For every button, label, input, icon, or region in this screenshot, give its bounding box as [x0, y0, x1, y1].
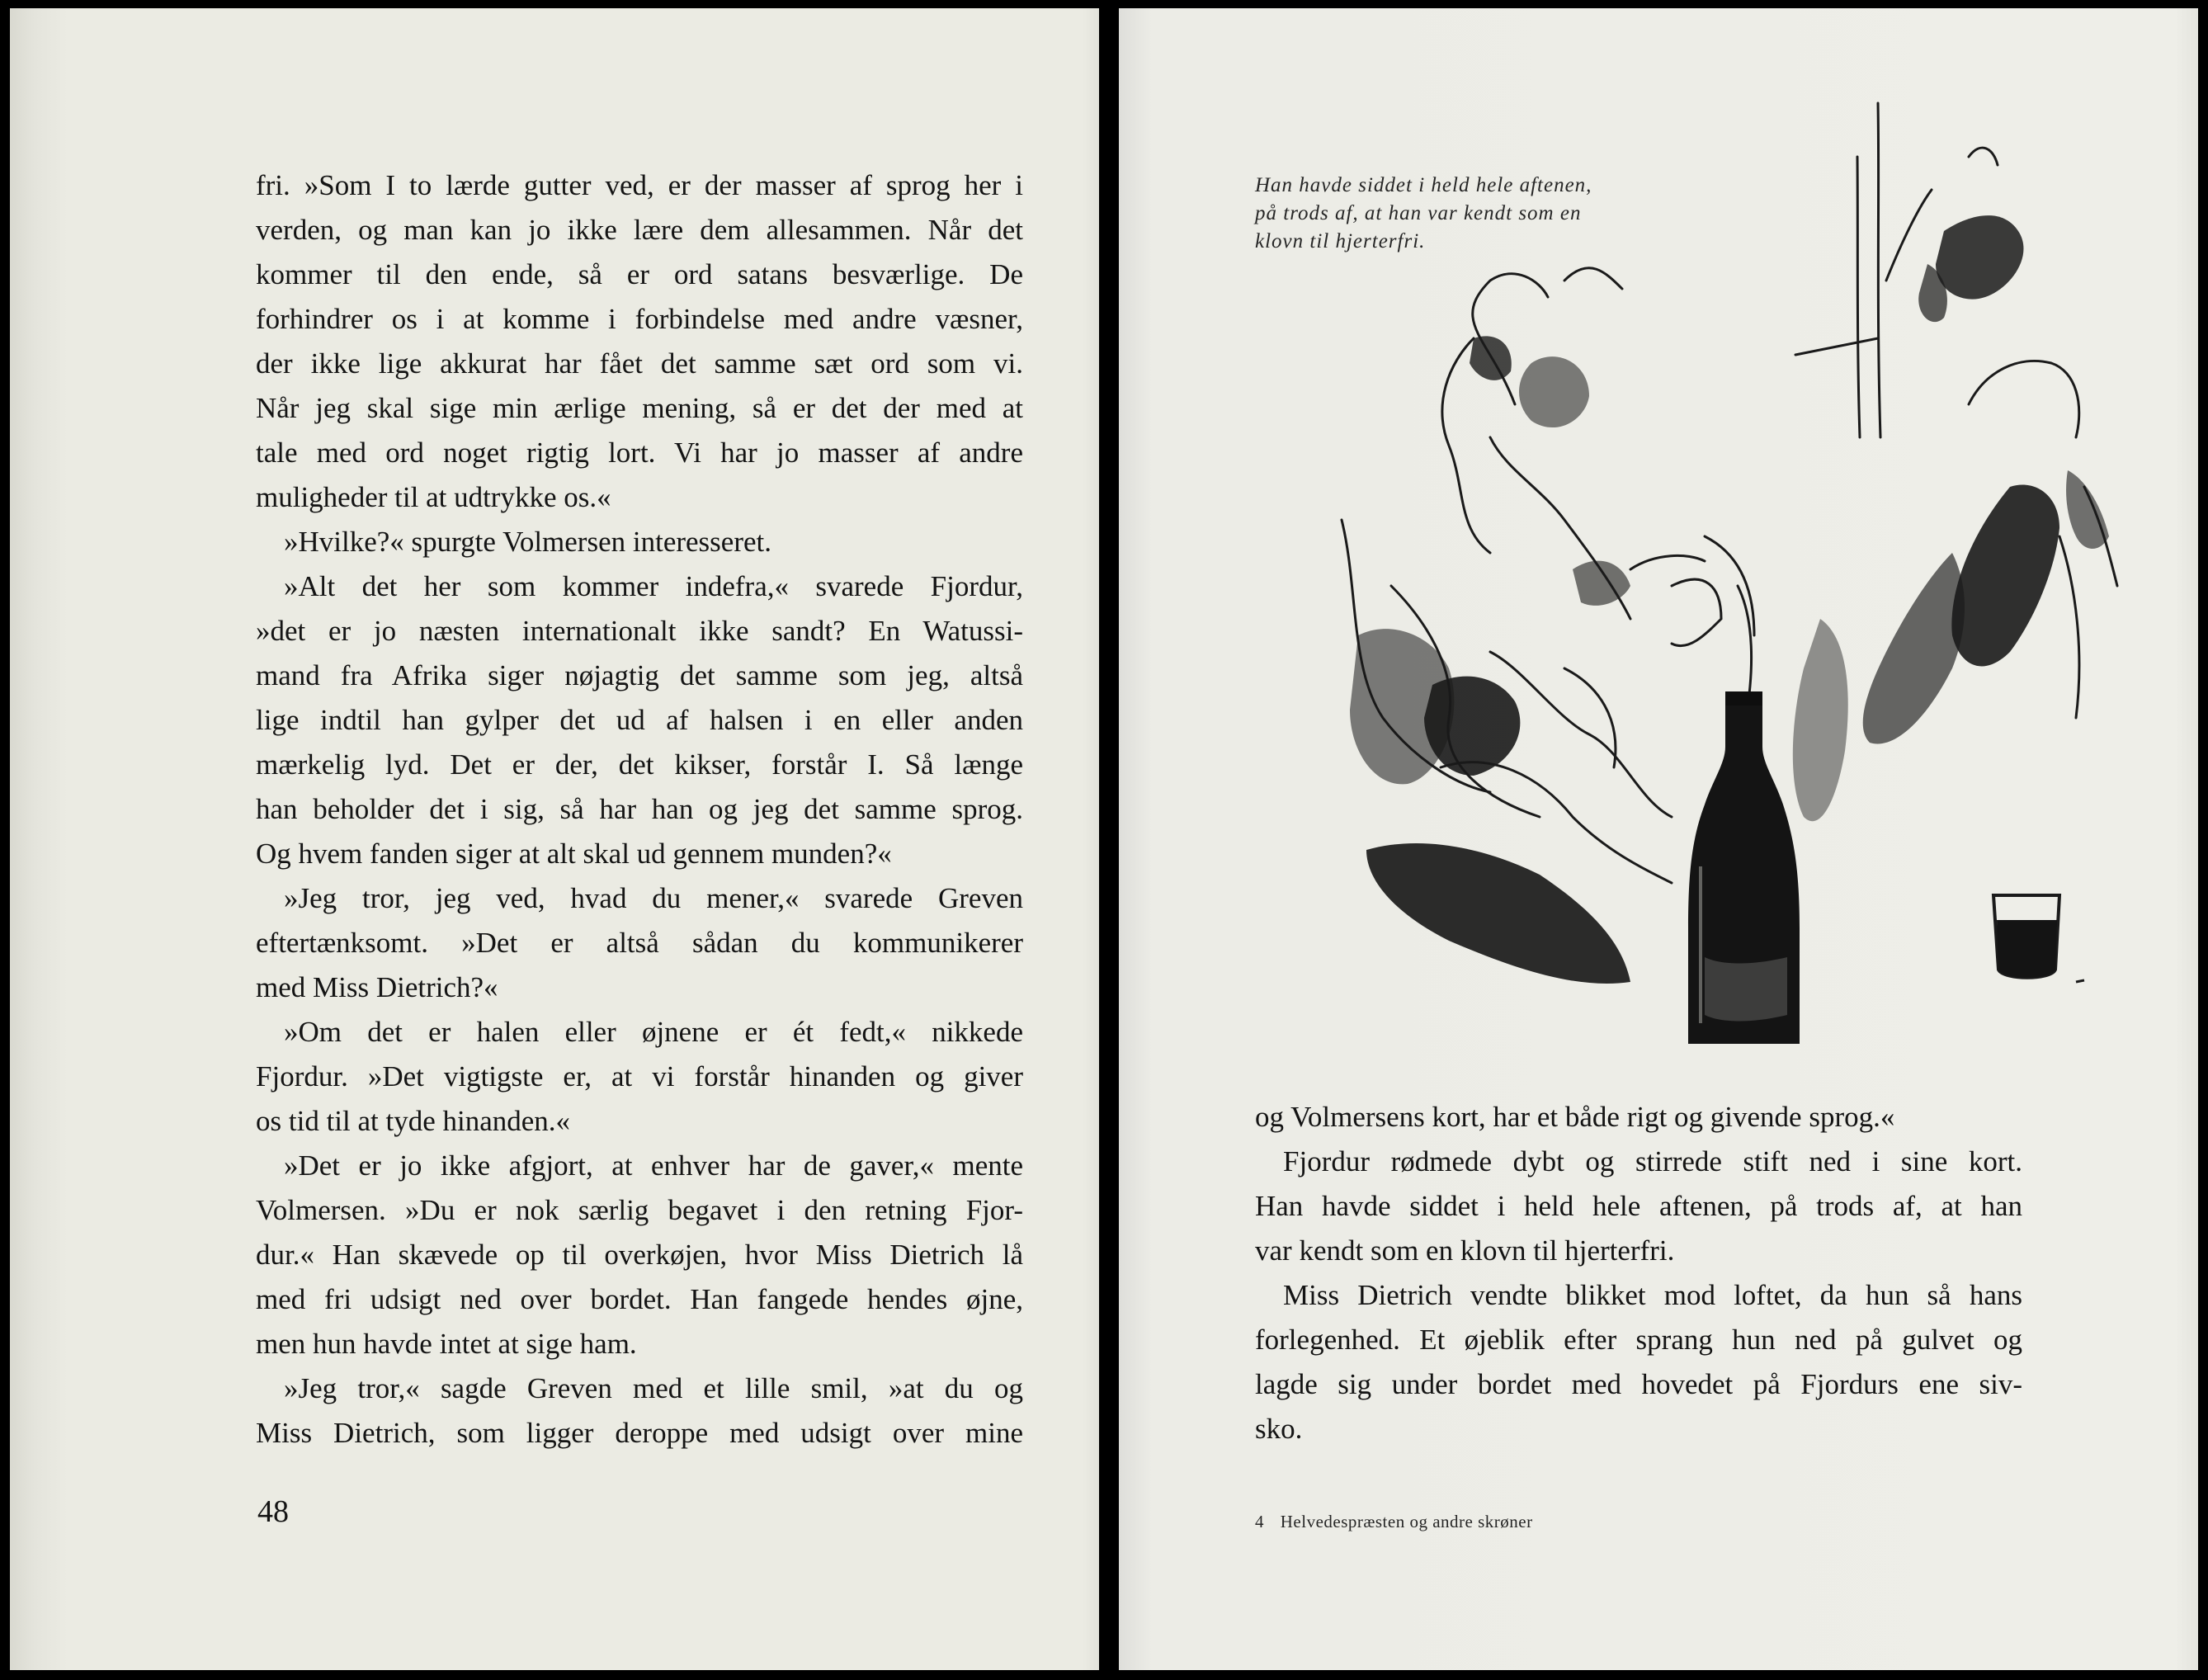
signature-number: 4 [1255, 1512, 1264, 1531]
text-line: eftertænksomt. »Det er altså sådan du kommunikerer [256, 927, 1023, 959]
text-line: Og hvem fanden siger at alt skal ud gennem munden?« [256, 838, 892, 870]
wine-bottle [1688, 691, 1800, 1044]
text-line: »det er jo næsten internationalt ikke sandt? En Watussi- [256, 615, 1023, 647]
text-line: »Om det er halen eller øjnene er ét fedt,« nikkede [284, 1016, 1023, 1048]
ink-illustration [1243, 91, 2125, 1048]
text-line: lige indtil han gylper det ud af halsen i en eller anden [256, 704, 1023, 736]
caption-line: klovn til hjerterfri. [1255, 230, 1426, 252]
text-line: muligheder til at udtrykke os.« [256, 481, 611, 513]
text-line: med fri udsigt ned over bordet. Han fangede hendes øjne, [256, 1283, 1023, 1315]
text-line: kommer til den ende, så er ord satans besværlige. De [256, 258, 1023, 290]
text-line: mand fra Afrika siger nøjagtig det samme som jeg, altså [256, 659, 1023, 691]
text-line: »Jeg tror,« sagde Greven med et lille smil, »at du og [284, 1372, 1023, 1404]
wine-glass [1993, 895, 2084, 982]
text-line: mærkelig lyd. Det er der, det kikser, forstår I. Så længe [256, 748, 1023, 781]
text-line: »Jeg tror, jeg ved, hvad du mener,« svarede Greven [284, 882, 1023, 914]
page-number: 48 [257, 1494, 289, 1529]
right-page [1119, 8, 2198, 1670]
text-line: Volmersen. »Du er nok særlig begavet i den retning Fjor- [256, 1194, 1023, 1226]
text-line: lagde sig under bordet med hovedet på Fjordurs ene siv- [1255, 1368, 2022, 1400]
caption-line: Han havde siddet i held hele aftenen, [1255, 174, 1592, 196]
text-line: verden, og man kan jo ikke lære dem allesammen. Når det [256, 214, 1023, 246]
left-page [10, 8, 1099, 1670]
right-page-text [1255, 1095, 2022, 1451]
text-line: Fjordur rødmede dybt og stirrede stift ned i sine kort. [1283, 1145, 2022, 1177]
text-line: Han havde siddet i held hele aftenen, på trods af, at han [1255, 1190, 2022, 1222]
book-title: Helvedespræsten og andre skrøner [1280, 1512, 1533, 1531]
text-line: der ikke lige akkurat har fået det samme sæt ord som vi. [256, 347, 1023, 380]
text-line: sko. [1255, 1413, 1303, 1445]
caption-line: på trods af, at han var kendt som en [1255, 202, 1582, 224]
text-line: »Hvilke?« spurgte Volmersen interesseret. [284, 526, 771, 558]
text-line: fri. »Som I to lærde gutter ved, er der masser af sprog her i [256, 169, 1023, 201]
text-line: forlegenhed. Et øjeblik efter sprang hun ned på gulvet og [1255, 1324, 2022, 1356]
text-line: tale med ord noget rigtig lort. Vi har jo masser af andre [256, 437, 1023, 469]
text-line: Miss Dietrich, som ligger deroppe med udsigt over mine [256, 1417, 1023, 1449]
left-page-text [256, 163, 1023, 1456]
text-line: forhindrer os i at komme i forbindelse med andre væsner, [256, 303, 1023, 335]
text-line: »Det er jo ikke afgjort, at enhver har de gaver,« mente [284, 1149, 1023, 1182]
text-line: Miss Dietrich vendte blikket mod loftet, da hun så hans [1283, 1279, 2022, 1311]
text-line: dur.« Han skævede op til overkøjen, hvor Miss Dietrich lå [256, 1239, 1023, 1271]
text-line: Fjordur. »Det vigtigste er, at vi forstår hinanden og giver [256, 1060, 1023, 1092]
signature-footer [1255, 1512, 1545, 1532]
text-line: Når jeg skal sige min ærlige mening, så er det der med at [256, 392, 1023, 424]
text-line: med Miss Dietrich?« [256, 971, 498, 1003]
text-line: han beholder det i sig, så har han og jeg det samme sprog. [256, 793, 1023, 825]
text-line: men hun havde intet at sige ham. [256, 1328, 637, 1360]
text-line: »Alt det her som kommer indefra,« svarede Fjordur, [284, 570, 1023, 602]
text-line: var kendt som en klovn til hjerterfri. [1255, 1234, 1675, 1267]
text-line: og Volmersens kort, har et både rigt og givende sprog.« [1255, 1101, 1895, 1133]
text-line: os tid til at tyde hinanden.« [256, 1105, 571, 1137]
